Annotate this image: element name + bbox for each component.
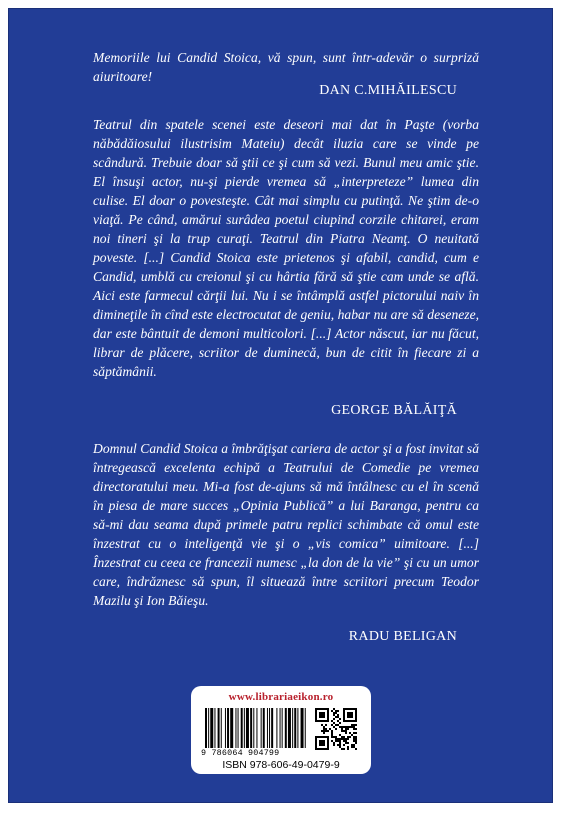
quote-balaita-author: GEORGE BĂLĂIŢĂ: [331, 403, 457, 418]
quote-beligan-author: RADU BELIGAN: [348, 629, 457, 644]
barcode-panel: [191, 686, 371, 774]
quote-mihailescu-author: DAN C.MIHĂILESCU: [319, 83, 457, 98]
ean-number: 9 786064 904799: [201, 748, 280, 758]
quote-balaita-text: Teatrul din spatele scenei este deseori mai dat în Paşte (vorba năbădăiosului ilustrisim Mateiu) decât iluzia care se vinde pe scândură. Trebuie doar să ştii ce şi cum să vezi. Bunul meu amic ştie. El însuşi actor, nu-şi pierde vremea să „interpreteze” lumea din culise. El doar o povesteşte. Cât mai simplu cu putinţă. Ne ştim de-o viaţă. Pe când, amărui surâdea poetul ciupind corzile chitarei, eram noi tineri şi la trup curaţi. Teatrul din Piatra Neamţ. O neuitată poveste. [...] Candid Stoica este prietenos şi afabil, candid, cum e Candid, umblă cu creionul şi cu hârtia fără să ştie cam unde se află. Aici este farmecul cărţii lui. Nu i se întâmplă astfel pictorului naiv în dimineţile în cînd este electrocutat de geniu, habar nu are să deseneze, dar este bântuit de demoni multicolori. [...] Actor născut, iar nu făcut, librar de plăcere, scriitor de duminecă, bun de citit în fiecare zi a săptămânii.: [93, 117, 479, 379]
qr-code-icon: [315, 708, 357, 750]
back-cover: [9, 9, 552, 802]
quote-beligan-text: Domnul Candid Stoica a îmbrăţişat cariera de actor şi a fost invitat să întregească excelenta echipă a Teatrului de Comedie pe vremea directoratului meu. Mi-a fost de-ajuns să mă întâlnesc cu el în scenă în piesa de mare succes „Opinia Publică” a lui Baranga, pentru ca să-mi dau seama după primele patru replici schimbate că omul este înzestrat cu o inteligenţă vie şi o „vis comica” uimitoare. [...] Înzestrat cu ceea ce francezii numesc „la don de la vie” şi cu un umor care, îndrăznesc să spun, îl situează între scriitori precum Teodor Mazilu şi Ion Băieşu.: [93, 441, 479, 608]
quote-mihailescu-text: Memoriile lui Candid Stoica, vă spun, sunt într-adevăr o surpriză aiuritoare!: [93, 50, 479, 84]
isbn-label: ISBN 978-606-49-0479-9: [222, 759, 340, 771]
website-label: www.librariaeikon.ro: [228, 691, 334, 703]
barcode-icon: [205, 708, 307, 748]
